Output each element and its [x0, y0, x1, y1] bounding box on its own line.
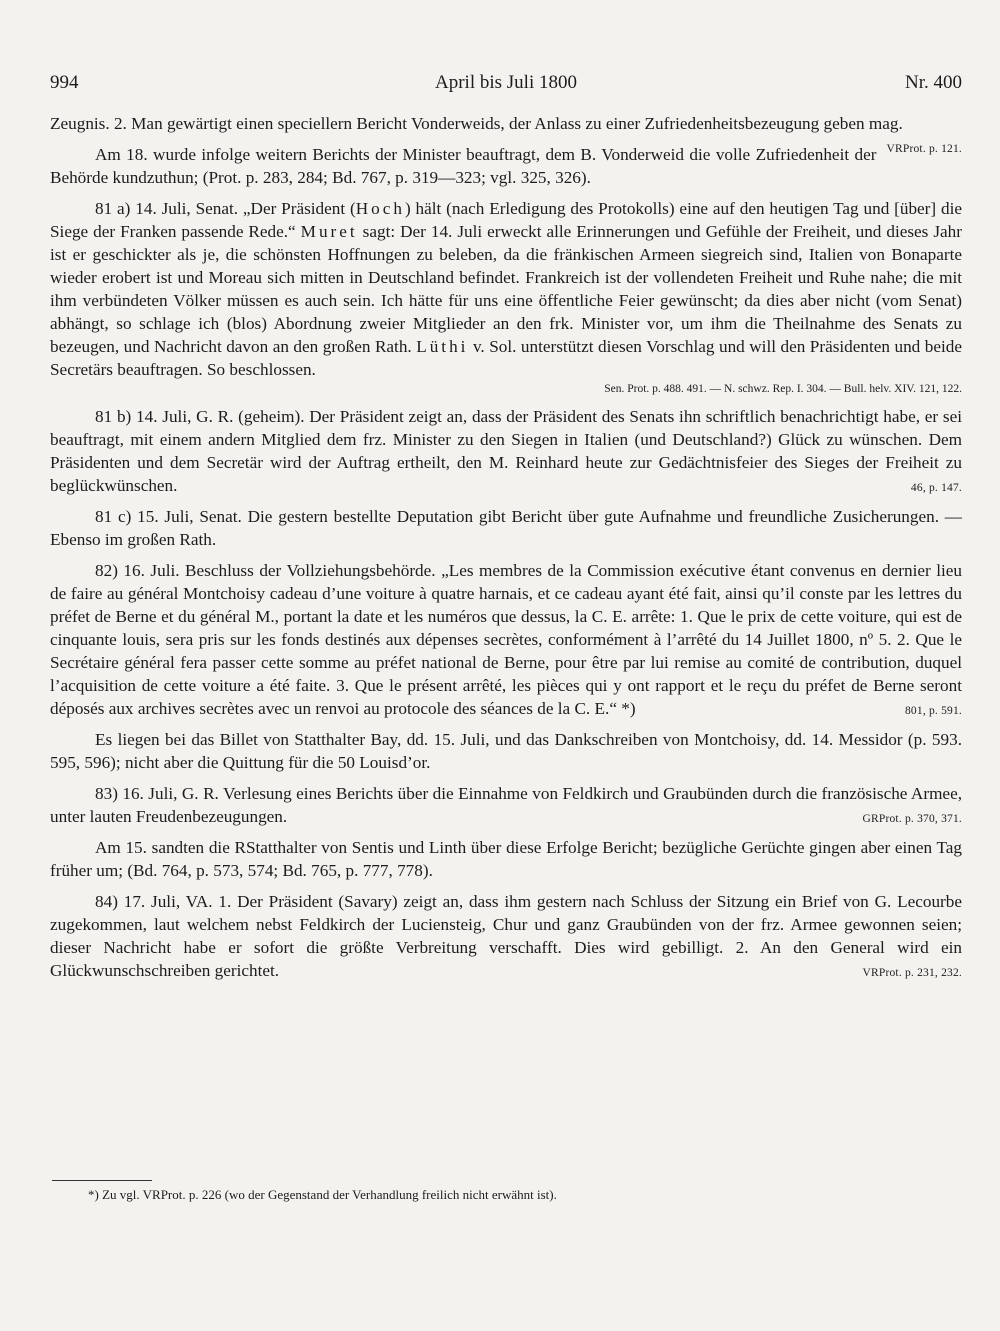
paragraph-text: v. Sol. unterstützt diesen Vorschlag und will den Präsidenten und beide Secretärs beauftragen. So beschlossen. — [50, 337, 962, 379]
paragraph-text: sagt: Der 14. Juli erweckt alle Erinnerungen und Gefühle der Freiheit, und dieses Jahr ist er geschickter als je, die schönsten Hoffnungen zu beleben, da die fränkischen Armeen siegreich sind, Italien von Bonaparte wieder erobert ist und Moreau sich mitten in Deutschland befindet. Frankreich ist der vollendeten Freiheit und Ruhe nahe; die mit ihm verbündeten Völker müssen es auch sein. Ich hätte für uns eine öffentliche Feier gewünscht; da dies aber nicht (vom Senat) abhängt, so schlage ich (blos) Abordnung zweier Mitglieder an den frk. Minister vor, um ihm die Theilnahme des Senats zu bezeugen, und Nachricht davon an den großen Rath. — [50, 222, 962, 356]
paragraph-text: 84) 17. Juli, VA. 1. Der Präsident (Savary) zeigt an, dass ihm gestern nach Schluss der Sitzung ein Brief von G. Lecourbe zugekommen, laut welchem nebst Feldkirch der Luciensteig, Chur und ganz Graubünden von der frz. Armee gewonnen seien; dieser Nachricht habe er sofort die größte Verbreitung verschafft. Dies wird gebilligt. 2. An den General wird ein Glückwunschschreiben gerichtet. — [50, 892, 962, 980]
spaced-name-luthi: Lüthi — [416, 337, 469, 356]
paragraph-7: Es liegen bei das Billet von Statthalter Bay, dd. 15. Juli, und das Dankschreiben von Montchoisy, dd. 14. Messidor (p. 593. 595, 596); nicht aber die Quittung für die 50 Louisd’or. — [50, 730, 962, 772]
source-citation: 46, p. 147. — [910, 482, 962, 494]
footnote: *) Zu vgl. VRProt. p. 226 (wo der Gegenstand der Verhandlung freilich nicht erwähnt ist). — [88, 1187, 557, 1202]
paragraph-text: ) hält (nach Erledigung des Protokolls) eine auf den heutigen Tag und [über] die Siege der Franken passende Rede.“ — [50, 199, 962, 241]
paragraph-6 — [50, 559, 962, 720]
page-number: 994 — [50, 72, 79, 93]
source-citation: VRProt. p. 121. — [886, 143, 962, 155]
paragraph-8 — [50, 782, 962, 828]
source-citation: VRProt. p. 231, 232. — [862, 967, 962, 979]
paragraph-9: Am 15. sandten die RStatthalter von Sentis und Linth über diese Erfolge Bericht; bezügliche Gerüchte gingen aber einen Tag früher um; (Bd. 764, p. 573, 574; Bd. 765, p. 777, 778). — [50, 838, 962, 880]
paragraph-text: Zeugnis. 2. Man gewärtigt einen speciellern Bericht Vonderweids, der Anlass zu einer Zufriedenheitsbezeugung geben mag. — [50, 114, 903, 133]
paragraph-text: 83) 16. Juli, G. R. Verlesung eines Berichts über die Einnahme von Feldkirch und Graubünden durch die französische Armee, unter lauten Freudenbezeugungen. — [50, 784, 962, 826]
paragraph-text: 81 b) 14. Juli, G. R. (geheim). Der Präsident zeigt an, dass der Präsident des Senats ihn schriftlich benachrichtigt habe, er sei beauftragt, mit einem andern Mitglied dem frz. Minister zu den Siegen in Italien (und Deutschland?) Glück zu wünschen. Dem Präsidenten und dem Secretär wird der Auftrag ertheilt, den M. Reinhard heute zur Gedächtnisfeier des Sieges der Freiheit zu beglückwünschen. — [50, 407, 962, 495]
source-citation: Sen. Prot. p. 488. 491. — N. schwz. Rep. I. 304. — Bull. helv. XIV. 121, 122. — [604, 383, 962, 395]
paragraph-text: 81 a) 14. Juli, Senat. „Der Präsident ( — [95, 199, 356, 218]
page-body — [50, 112, 962, 985]
paragraph-4 — [50, 405, 962, 497]
paragraph-10 — [50, 890, 962, 982]
paragraph-1 — [50, 112, 962, 155]
paragraph-3 — [50, 197, 962, 381]
spaced-name-muret: Muret — [300, 222, 358, 241]
paragraph-5: 81 c) 15. Juli, Senat. Die gestern bestellte Deputation gibt Bericht über gute Aufnahme und freundliche Zusicherungen. — Ebenso im großen Rath. — [50, 507, 962, 549]
page-title: April bis Juli 1800 — [435, 72, 577, 93]
paragraph-2: Am 18. wurde infolge weitern Berichts der Minister beauftragt, dem B. Vonderweid die volle Zufriedenheit der Behörde kundzuthun; (Prot. p. 283, 284; Bd. 767, p. 319—323; vgl. 325, 326). — [50, 145, 877, 187]
running-header — [50, 72, 962, 98]
source-citation: 801, p. 591. — [904, 705, 962, 717]
spaced-name-hoch: Hoch — [355, 199, 405, 218]
document-number: Nr. 400 — [905, 72, 962, 93]
source-citation: GRProt. p. 370, 371. — [862, 813, 962, 825]
paragraph-text: 82) 16. Juli. Beschluss der Vollziehungsbehörde. „Les membres de la Commission exécutive étant convenus en dernier lieu de faire au général Montchoisy cadeau d’une voiture à quatre harnais, et ce cadeau ayant été fait, ainsi qu’il conste par les lettres du préfet de Berne et du général M., portant la date et les numéros que dessus, la C. E. arrête: 1. Que le prix de cette voiture, qui est de cinquante louis, sera pris sur les fonds destinés aux dépenses secrètes, conformément à l’arrêté du 14 Juillet 1800, nº 5. 2. Que le Secrétaire général fera passer cette somme au préfet national de Berne, pour être par lui remise au comité de contribution, duquel l’acquisition de cette voiture a été faite. 3. Que le présent arrêté, les pièces qui y ont rapport et le reçu du préfet de Berne seront déposés aux archives secrètes avec un renvoi au protocole des séances de la C. E.“ *) — [50, 561, 962, 718]
footnote-divider — [52, 1180, 152, 1181]
